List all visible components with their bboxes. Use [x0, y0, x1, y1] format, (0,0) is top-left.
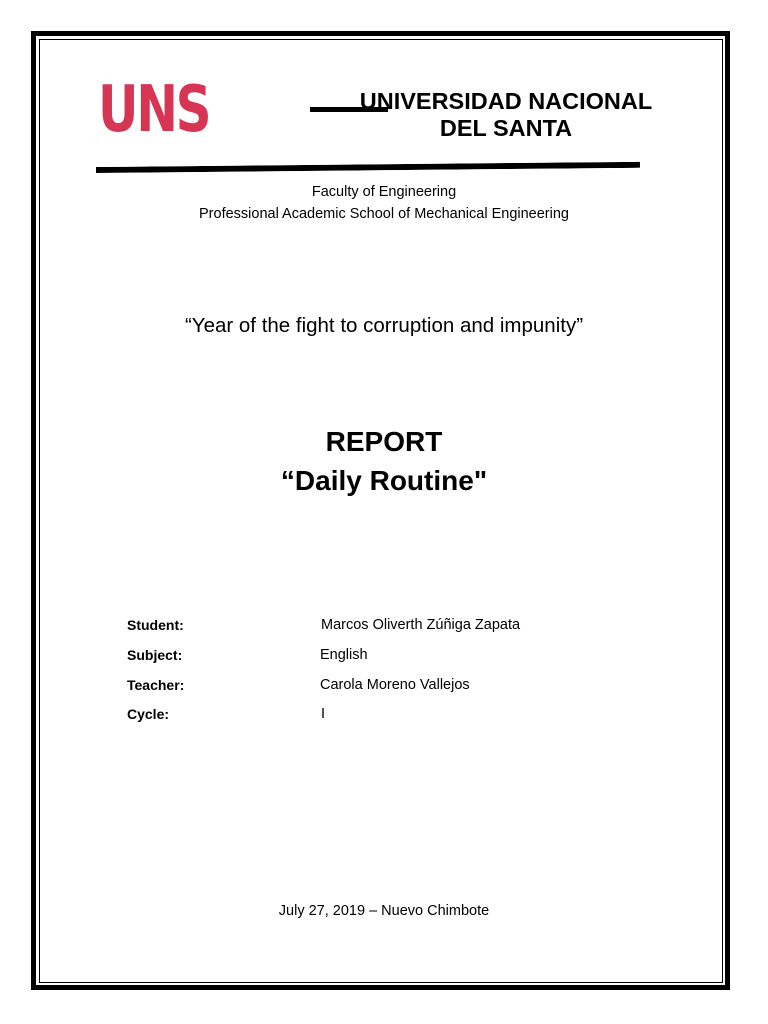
- cycle-value: I: [321, 706, 326, 722]
- student-label: Student:: [127, 617, 184, 633]
- logo-text: UNS: [98, 73, 210, 147]
- subject-value: English: [320, 647, 368, 663]
- university-logo: [98, 73, 241, 147]
- teacher-label: Teacher:: [127, 677, 185, 693]
- school-name: Professional Academic School of Mechanical Engineering: [199, 206, 569, 222]
- subject-label: Subject:: [127, 647, 183, 663]
- cycle-label: Cycle:: [127, 706, 170, 722]
- university-name: [310, 88, 702, 142]
- teacher-value: Carola Moreno Vallejos: [320, 677, 470, 693]
- student-value: Marcos Oliverth Zúñiga Zapata: [321, 617, 521, 633]
- faculty-name: Faculty of Engineering: [311, 184, 457, 200]
- year-motto: “Year of the fight to corruption and impunity”: [184, 314, 584, 337]
- report-title: REPORT: [325, 426, 443, 457]
- university-name-line1: UNIVERSIDAD NACIONAL: [359, 88, 653, 114]
- date-place: July 27, 2019 – Nuevo Chimbote: [278, 903, 490, 919]
- report-subtitle: “Daily Routine": [280, 465, 488, 496]
- university-name-line2: DEL SANTA: [439, 115, 573, 141]
- page-border-inner: [39, 39, 723, 983]
